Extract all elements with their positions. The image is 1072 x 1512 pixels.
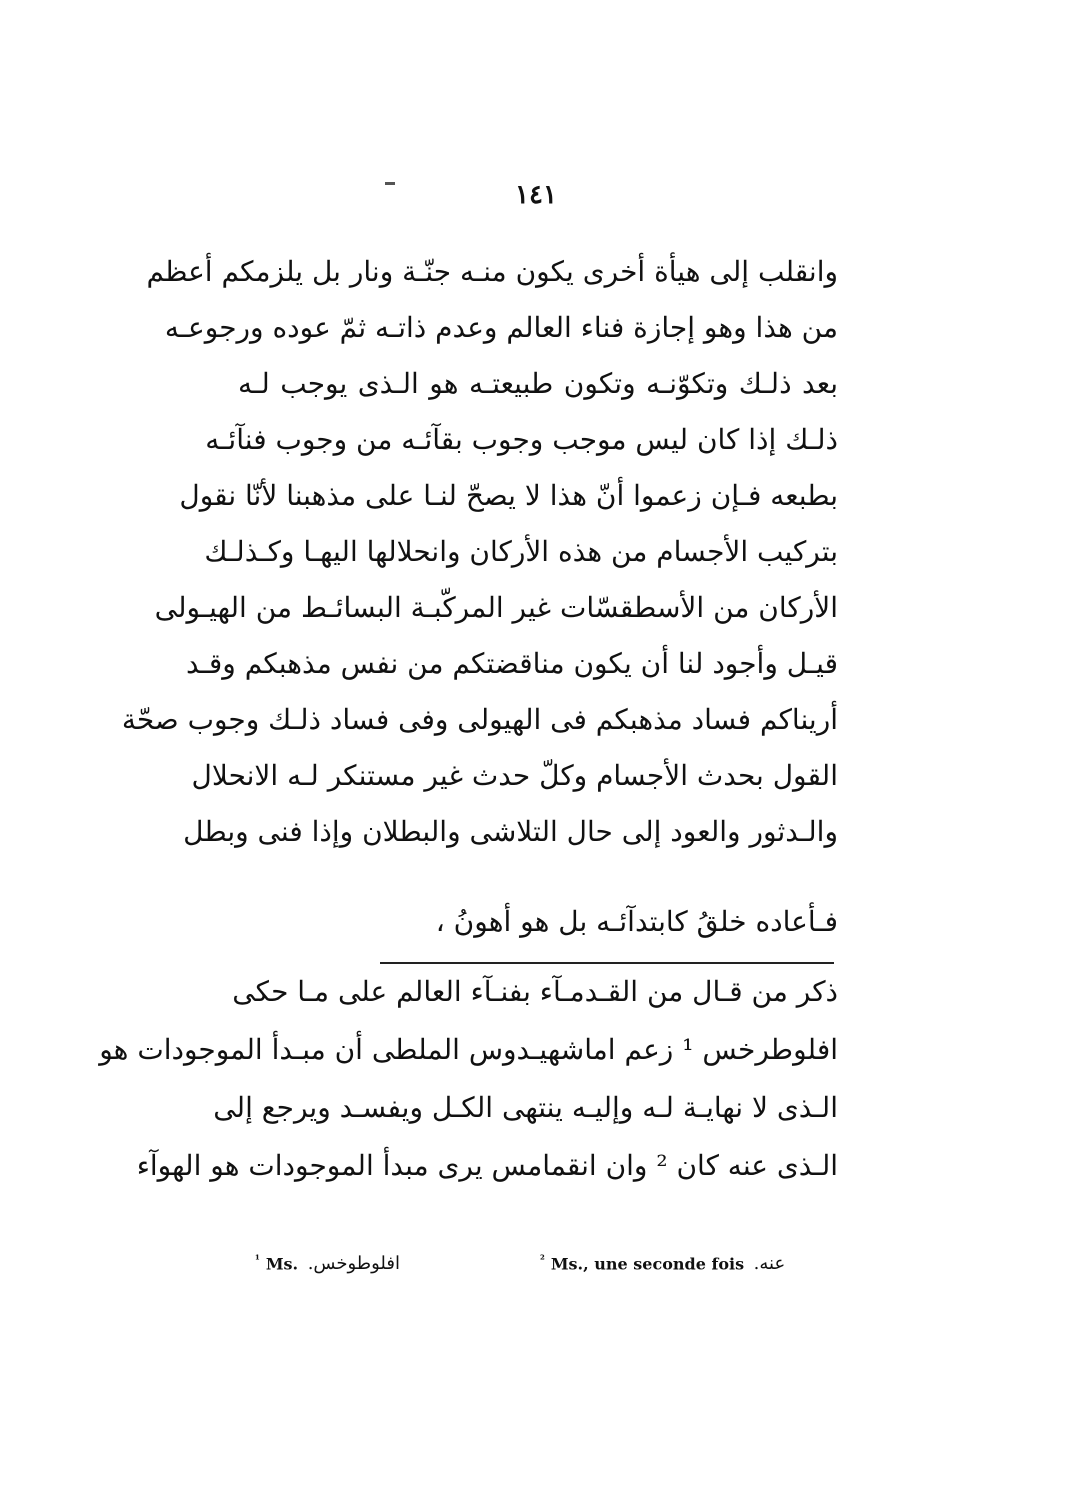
- footnote-arabic: افلوطوخس.: [307, 1253, 400, 1275]
- footnote-latin: Ms.: [265, 1254, 299, 1274]
- text-line: وانقلب إلى هيأة أخرى يكون منـه جنّـة ونار بل يلزمكم أعظم: [146, 255, 838, 288]
- text-line: فـأعاده خلقُ كابتدآئـه بل هو أهونُ ،: [435, 905, 838, 938]
- section-divider: [380, 962, 834, 964]
- section-heading-line: ذكر من قـال من القـدمـآء بفنـآء العالم على مـا حكى: [232, 975, 838, 1008]
- footnote-latin: Ms., une seconde fois: [550, 1254, 745, 1274]
- text-line: افلوطرخس ¹ زعم اماشهيـدوس الملطى أن مبـدأ الموجودات هو: [99, 1033, 838, 1066]
- footnote-mark: ²: [540, 1253, 545, 1266]
- text-line: الـذى لا نهايـة لـه وإليـه ينتهى الكـل ويفسـد ويرجع إلى: [213, 1091, 838, 1124]
- text-line: الـذى عنه كان ² وان انقمامس يرى مبدأ الموجودات هو الهوآء: [136, 1149, 838, 1182]
- text-line: بطبعه فـإن زعموا أنّ هذا لا يصحّ لنـا على مذهبنا لأنّا نقول: [179, 479, 838, 512]
- text-line: والـدثور والعود إلى حال التلاشى والبطلان وإذا فنى وبطل: [183, 815, 838, 848]
- text-line: بتركيب الأجسام من هذه الأركان وانحلالها اليهـا وكـذلـك: [204, 535, 838, 568]
- page-number: ١٤١: [515, 180, 557, 210]
- text-line: قيـل وأجود لنا أن يكون مناقضتكم من نفس مذهبكم وقـد: [186, 647, 838, 680]
- text-line: أريناكم فساد مذهبكم فى الهيولى وفى فساد ذلـك وجوب صحّة: [121, 703, 838, 736]
- scan-speck: [385, 182, 395, 185]
- text-line: الأركان من الأسطقسّات غير المركّبـة البسائـط من الهيـولى: [154, 591, 838, 624]
- footnote-2: [540, 1248, 820, 1275]
- text-line: من هذا وهو إجازة فناء العالم وعدم ذاتـه ثمّ عوده ورجوعـه: [164, 311, 838, 344]
- text-line: بعد ذلـك وتكوّنـه وتكون طبيعتـه هو الـذى يوجب لـه: [238, 367, 838, 400]
- footnote-arabic: عنه.: [753, 1253, 786, 1275]
- text-line: ذلـك إذا كان ليس موجب وجوب بقآئـه من وجوب فنآئـه: [205, 423, 838, 456]
- text-line: القول بحدث الأجسام وكلّ حدث غير مستنكر لـه الانحلال: [191, 759, 838, 792]
- footnote-1: [255, 1248, 425, 1275]
- footnote-mark: ¹: [255, 1253, 260, 1266]
